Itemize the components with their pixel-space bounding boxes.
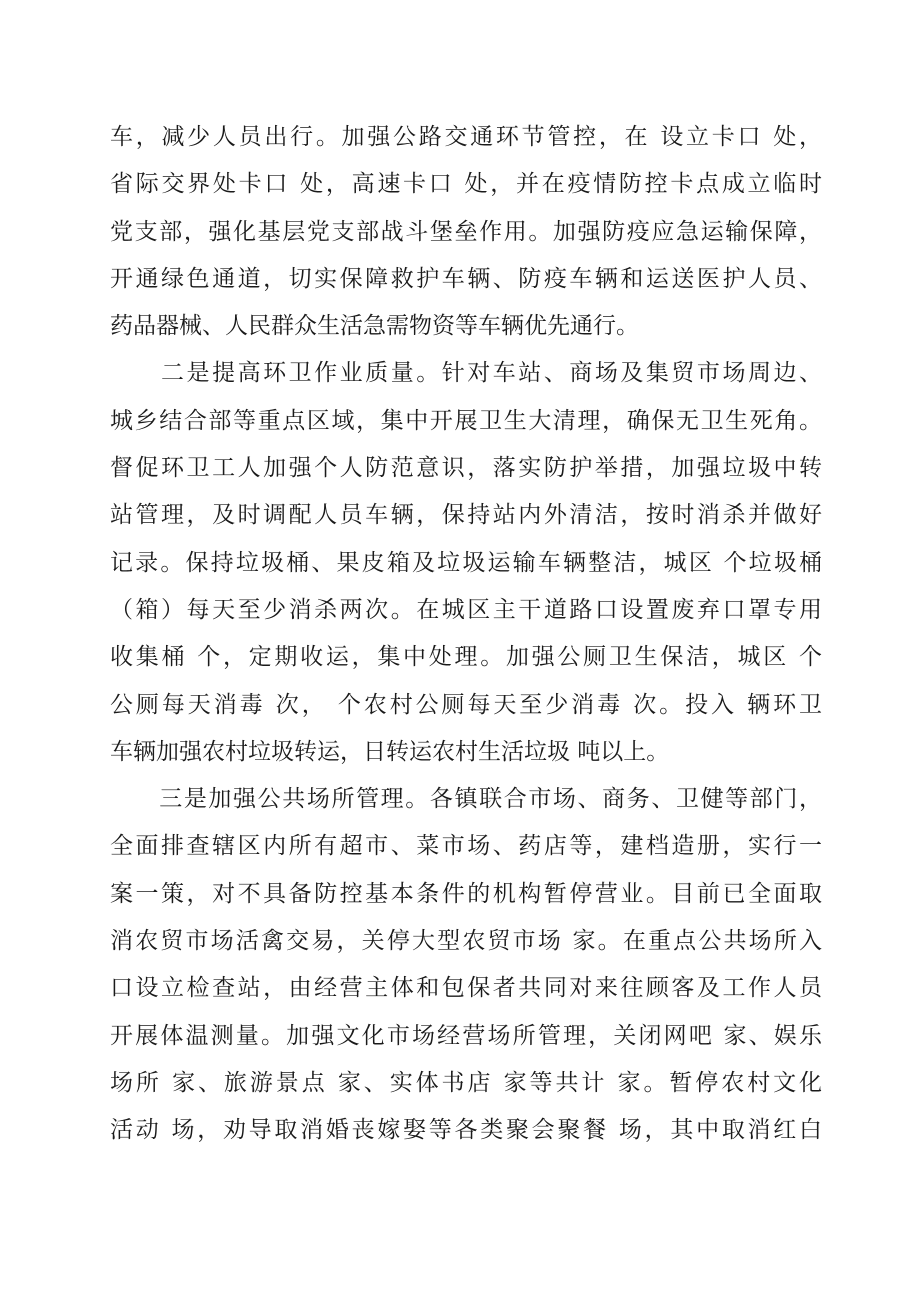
text-line: 案一策，对不具备防控基本条件的机构暂停营业。目前已全面取: [110, 880, 822, 907]
text-line: （箱）每天至少消杀两次。在城区主干道路口设置废弃口罩专用: [110, 596, 822, 623]
text-line: 开展体温测量。加强文化市场经营场所管理，关闭网吧 家、娱乐: [110, 1022, 822, 1049]
text-line: 活动 场，劝导取消婚丧嫁娶等各类聚会聚餐 场，其中取消红白: [110, 1117, 822, 1144]
text-line: 督促环卫工人加强个人防范意识，落实防护举措，加强垃圾中转: [110, 455, 822, 482]
text-line: 消农贸市场活禽交易，关停大型农贸市场 家。在重点公共场所入: [110, 928, 822, 955]
text-line: 党支部，强化基层党支部战斗堡垒作用。加强防疫应急运输保障，: [110, 218, 822, 245]
text-line: 场所 家、旅游景点 家、实体书店 家等共计 家。暂停农村文化: [110, 1069, 822, 1096]
text-line: 车，减少人员出行。加强公路交通环节管控，在 设立卡口 处，: [110, 124, 822, 150]
text-line: 站管理，及时调配人员车辆，保持站内外清洁，按时消杀并做好: [110, 502, 822, 529]
text-line: 记录。保持垃圾桶、果皮箱及垃圾运输车辆整洁，城区 个垃圾桶: [110, 549, 822, 576]
paragraph-end-line: 药品器械、人民群众生活急需物资等车辆优先通行。: [110, 313, 639, 340]
text-line: 三是加强公共场所管理。各镇联合市场、商务、卫健等部门，: [110, 786, 822, 813]
text-line: 开通绿色通道，切实保障救护车辆、防疫车辆和运送医护人员、: [110, 265, 822, 292]
text-line: 全面排查辖区内所有超市、菜市场、药店等，建档造册，实行一: [110, 833, 822, 860]
text-line: 二是提高环卫作业质量。针对车站、商场及集贸市场周边、: [110, 360, 822, 387]
text-line: 城乡结合部等重点区域，集中开展卫生大清理，确保无卫生死角。: [110, 407, 822, 434]
text-line: 口设立检查站，由经营主体和包保者共同对来往顾客及工作人员: [110, 975, 822, 1002]
text-line: 公厕每天消毒 次， 个农村公厕每天至少消毒 次。投入 辆环卫: [110, 691, 822, 718]
document-body: [110, 114, 822, 1155]
text-line: 收集桶 个，定期收运，集中处理。加强公厕卫生保洁，城区 个: [110, 644, 822, 671]
paragraph-end-line: 车辆加强农村垃圾转运，日转运农村生活垃圾 吨以上。: [110, 738, 670, 765]
text-line: 省际交界处卡口 处，高速卡口 处，并在疫情防控卡点成立临时: [110, 171, 822, 198]
